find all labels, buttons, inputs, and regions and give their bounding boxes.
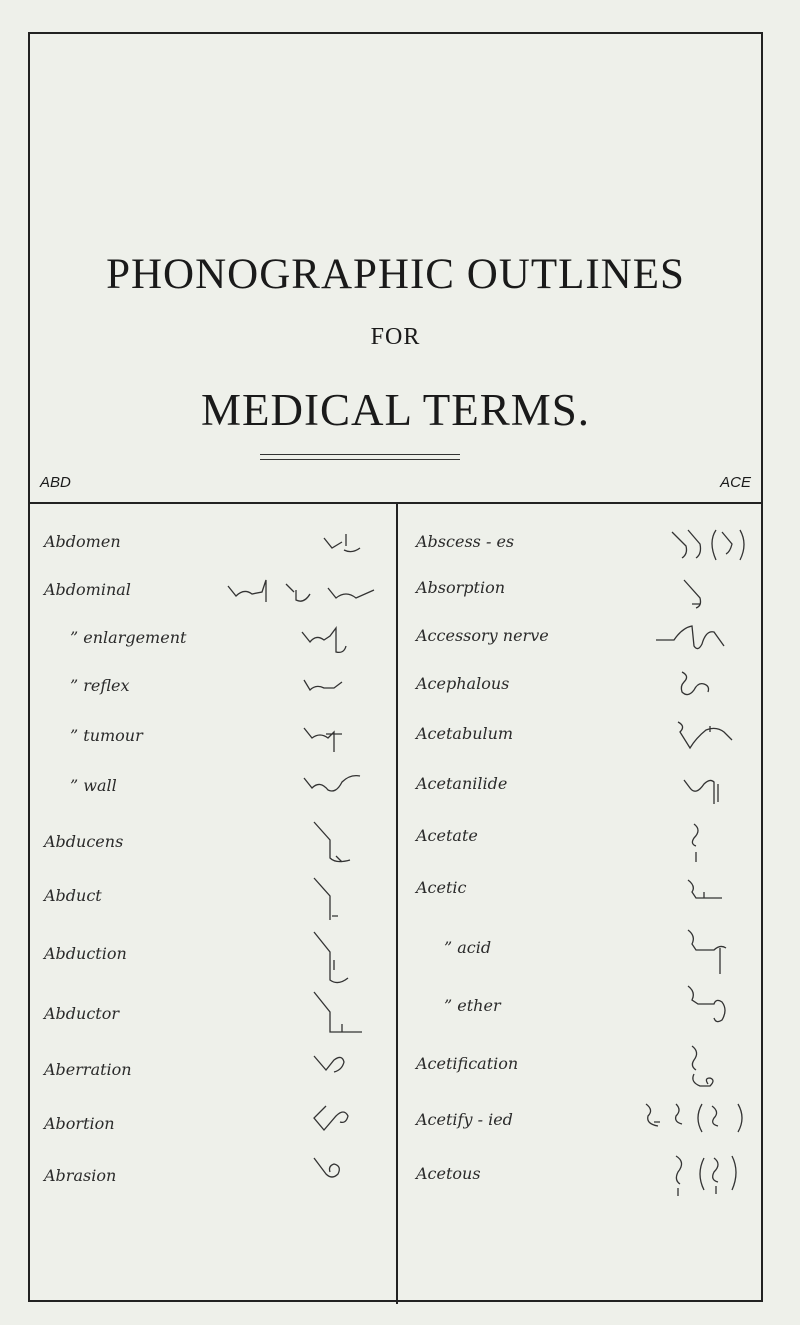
shorthand-outline: [312, 820, 362, 873]
list-item: [416, 562, 505, 612]
title-rule: [260, 459, 460, 460]
list-item: [44, 928, 127, 978]
term-label: Acetify - ied: [416, 1109, 513, 1129]
shorthand-outline: [682, 774, 742, 813]
term-label: Acephalous: [416, 673, 510, 693]
shorthand-outline: [686, 984, 736, 1033]
list-item: [44, 870, 102, 920]
list-item: [44, 988, 119, 1038]
list-item: [416, 708, 513, 758]
list-item: [44, 816, 123, 866]
list-item: [416, 1038, 518, 1088]
list-item: [416, 810, 478, 860]
term-label: Acetabulum: [416, 723, 514, 743]
shorthand-outline: [682, 578, 722, 617]
term-label: ” tumour: [70, 725, 143, 745]
term-label: Abdomen: [44, 531, 121, 551]
list-item: [444, 980, 501, 1030]
shorthand-outline: [312, 876, 362, 929]
term-label: Abduction: [44, 943, 127, 963]
shorthand-outline: [686, 928, 736, 983]
term-label: Aberration: [44, 1059, 132, 1079]
shorthand-outline: [312, 1156, 362, 1191]
letters-left: ABD: [40, 474, 71, 491]
list-item: [416, 758, 507, 808]
term-label: Acetic: [416, 877, 467, 897]
list-item: [416, 658, 509, 708]
shorthand-outline: [676, 720, 746, 765]
shorthand-outline: [302, 724, 362, 759]
shorthand-outline: [654, 622, 734, 661]
shorthand-outline: [678, 670, 738, 715]
header: [30, 34, 761, 509]
list-item: [70, 612, 186, 662]
list-item: [416, 610, 549, 660]
term-label: ” reflex: [70, 675, 130, 695]
title-for: FOR: [370, 324, 421, 350]
list-item: [416, 516, 514, 566]
letters-right: ACE: [720, 474, 751, 491]
term-label: Abdominal: [44, 579, 131, 599]
shorthand-outline: [300, 626, 370, 661]
shorthand-outline: [312, 930, 362, 995]
shorthand-outline: [226, 578, 376, 613]
term-label: Acetous: [416, 1163, 481, 1183]
list-item: [70, 760, 117, 810]
term-label: ” wall: [70, 775, 117, 795]
shorthand-outline: [302, 676, 362, 705]
term-label: Abrasion: [44, 1165, 117, 1185]
shorthand-outline: [312, 990, 372, 1045]
term-label: Accessory nerve: [416, 625, 549, 645]
term-label: Absorption: [416, 577, 506, 597]
list-item: [44, 516, 121, 566]
shorthand-outline: [686, 878, 736, 913]
shorthand-outline: [670, 1152, 750, 1207]
list-item: [44, 1150, 116, 1200]
term-label: Acetification: [416, 1053, 519, 1073]
term-label: Abduct: [44, 885, 102, 905]
term-label: ” acid: [444, 937, 492, 957]
shorthand-outline: [302, 772, 372, 807]
term-label: Acetanilide: [416, 773, 508, 793]
term-label: Abductor: [44, 1003, 120, 1023]
page-title: PHONOGRAPHIC OUTLINES: [106, 251, 685, 298]
shorthand-outline: [670, 526, 760, 579]
shorthand-outline: [690, 822, 730, 871]
shorthand-outline: [322, 532, 372, 563]
shorthand-outline: [686, 1044, 736, 1099]
term-label: Abscess - es: [416, 531, 515, 551]
page-frame: [28, 32, 763, 1302]
column-divider: [396, 504, 398, 1304]
list-item: [70, 710, 143, 760]
outline-table: [30, 502, 761, 1304]
shorthand-outline: [312, 1102, 362, 1141]
list-item: [44, 1098, 115, 1148]
shorthand-outline: [642, 1100, 752, 1145]
list-item: [44, 564, 131, 614]
title-rule: [260, 454, 460, 455]
list-item: [416, 1148, 481, 1198]
term-label: ” ether: [444, 995, 501, 1015]
term-label: ” enlargement: [70, 627, 187, 647]
list-item: [70, 660, 130, 710]
list-item: [444, 922, 491, 972]
page-title-line2: MEDICAL TERMS.: [200, 385, 591, 435]
list-item: [44, 1044, 132, 1094]
list-item: [416, 1094, 513, 1144]
term-label: Abducens: [44, 831, 124, 851]
shorthand-outline: [312, 1052, 362, 1087]
list-item: [416, 862, 467, 912]
term-label: Acetate: [416, 825, 478, 845]
term-label: Abortion: [44, 1113, 115, 1133]
